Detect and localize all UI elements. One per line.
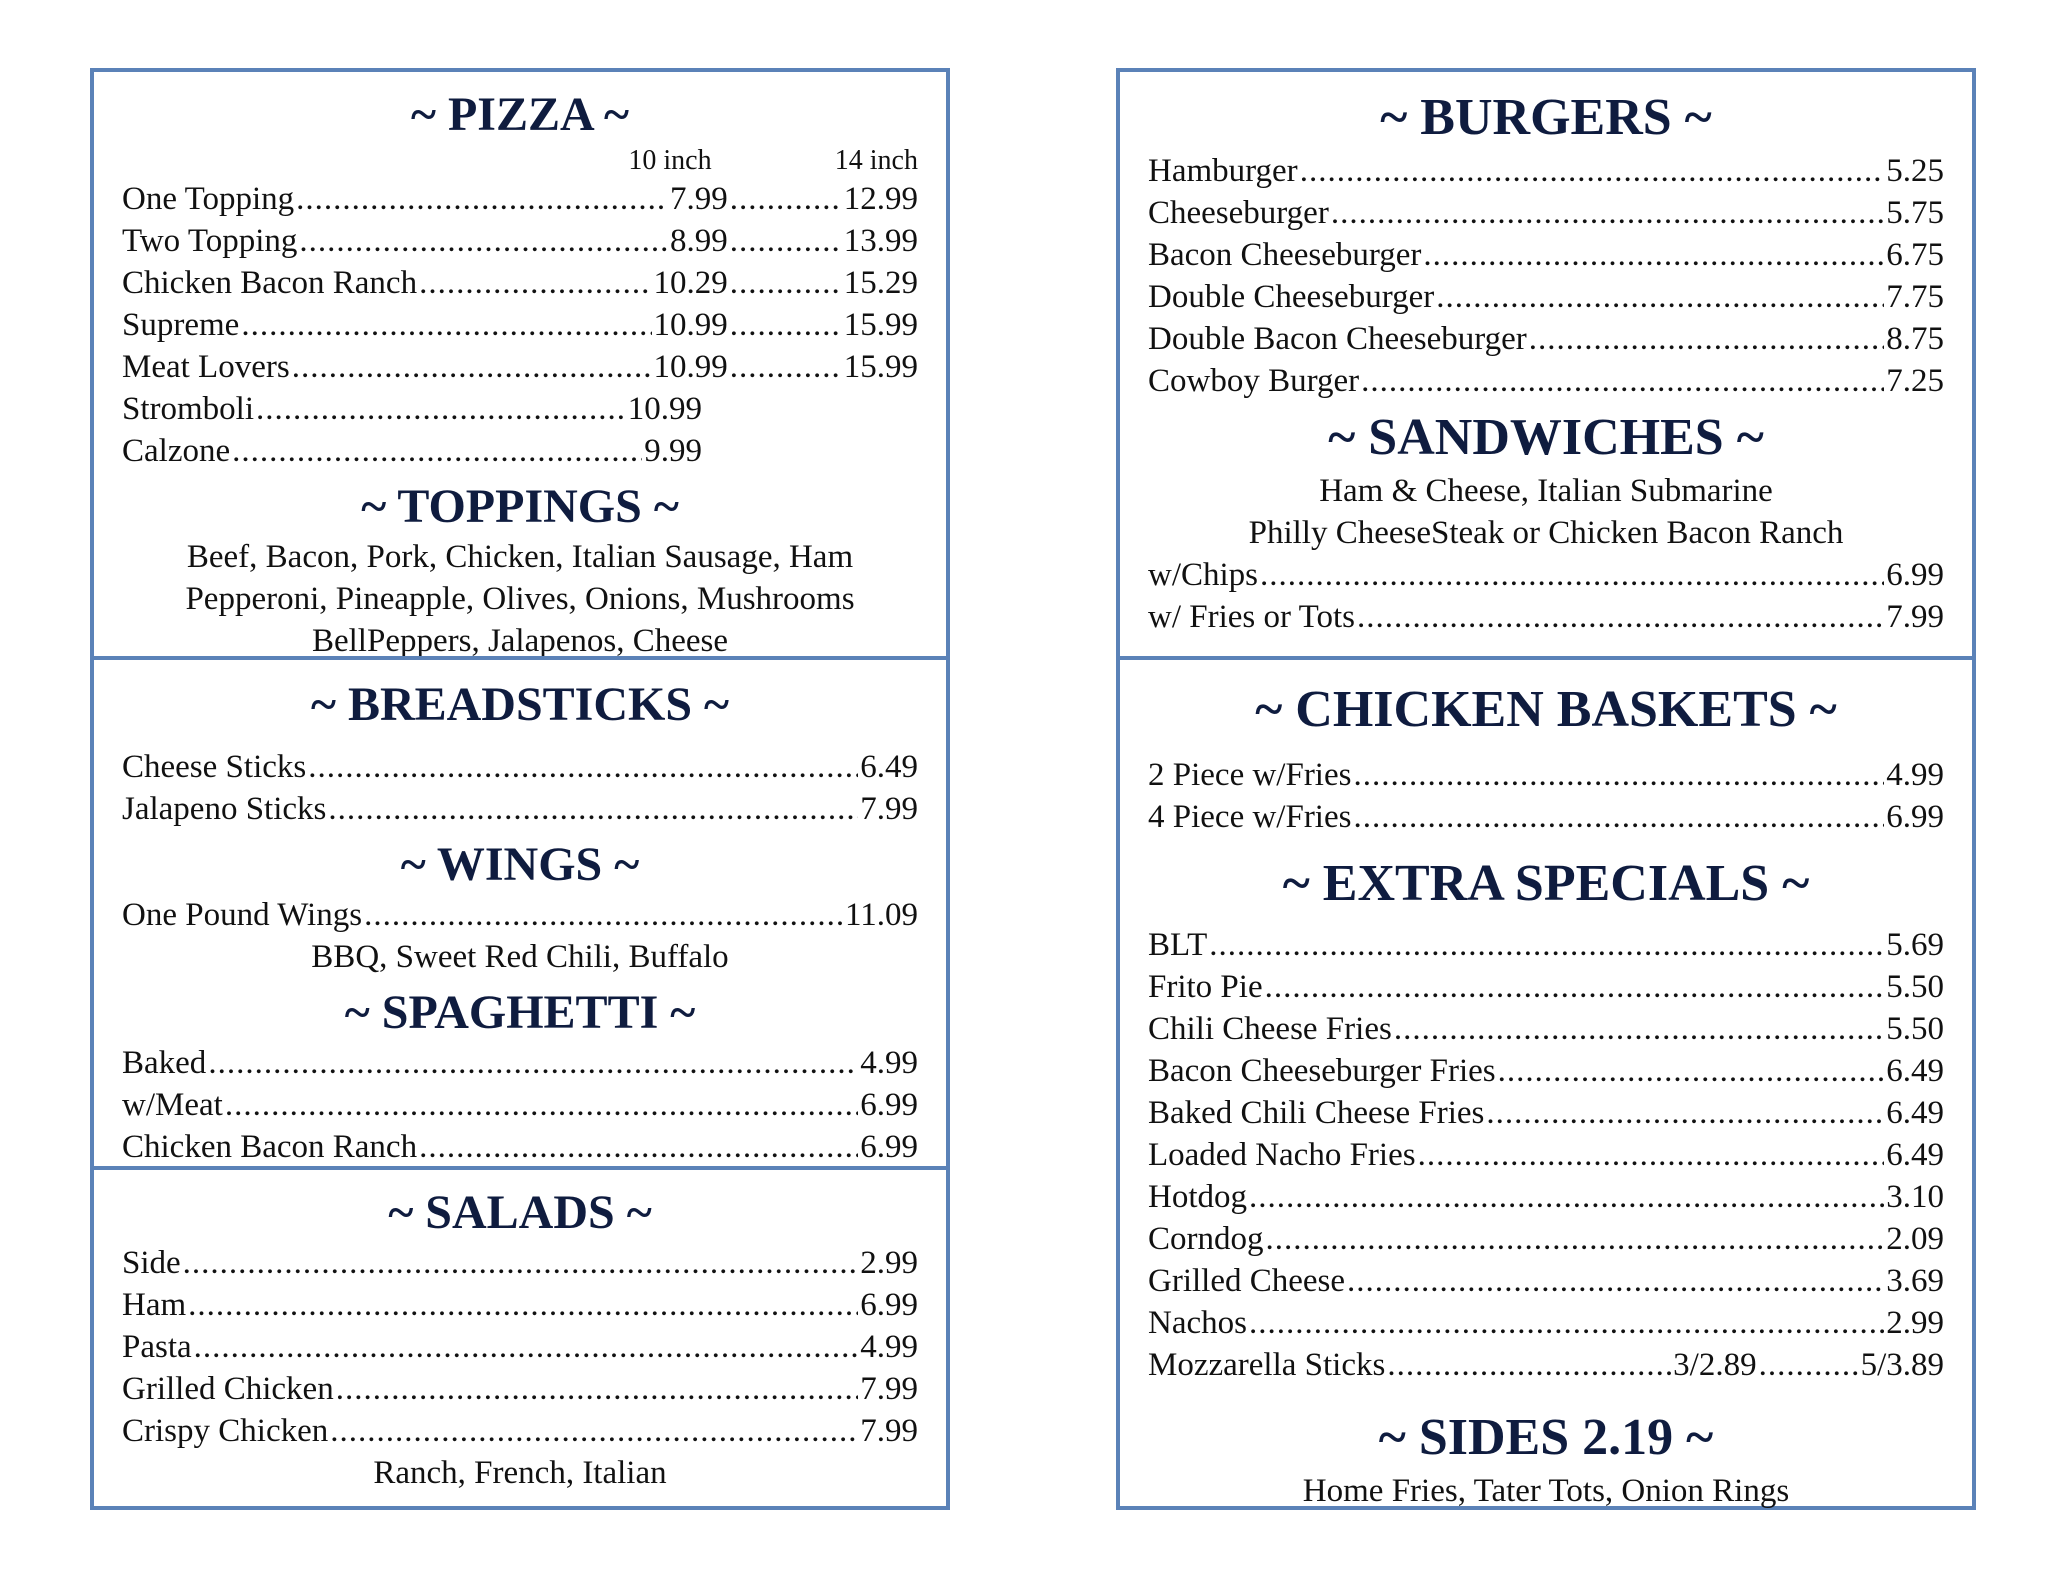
leader-dots (1423, 234, 1884, 276)
toppings-heading: ~ TOPPINGS ~ (361, 480, 679, 533)
item-price: 4.99 (860, 1045, 918, 1081)
item-price: 6.99 (860, 1287, 918, 1323)
item-name: Two Topping (122, 223, 298, 259)
item-price: 8.75 (1886, 321, 1944, 357)
item-name: Meat Lovers (122, 349, 290, 385)
item-price-large: 15.99 (843, 349, 918, 385)
size-14-inch: 14 inch (834, 145, 918, 176)
menu-item (122, 1242, 918, 1284)
leader-dots (730, 262, 842, 304)
breadsticks-heading: ~ BREADSTICKS ~ (310, 678, 730, 731)
item-price-small: 10.29 (653, 265, 728, 301)
item-price: 6.49 (860, 749, 918, 785)
salad-dressings: Ranch, French, Italian (373, 1455, 667, 1491)
menu-item (1148, 1218, 1944, 1260)
item-name: Supreme (122, 307, 240, 343)
menu-item (122, 346, 918, 388)
menu-item (122, 220, 918, 262)
item-name: Chicken Bacon Ranch (122, 265, 418, 301)
salads-heading: ~ SALADS ~ (388, 1186, 652, 1239)
menu-item (122, 1084, 918, 1126)
item-name: Double Cheeseburger (1148, 279, 1435, 315)
item-price: 4.99 (860, 1329, 918, 1365)
item-name: Frito Pie (1148, 969, 1263, 1005)
menu-item (1148, 796, 1944, 838)
item-price: 6.99 (1886, 799, 1944, 835)
item-price-small: 10.99 (627, 391, 702, 427)
leader-dots (1260, 554, 1884, 596)
item-name: Loaded Nacho Fries (1148, 1137, 1416, 1173)
item-price: 7.25 (1886, 363, 1944, 399)
breadsticks-wings-spaghetti-panel (90, 656, 950, 1170)
menu-item (122, 388, 918, 430)
leader-dots (1353, 754, 1884, 796)
item-price-small: 10.99 (653, 307, 728, 343)
menu-item (1148, 1302, 1944, 1344)
item-price-small: 7.99 (670, 181, 728, 217)
leader-dots (419, 262, 651, 304)
item-name: Chicken Bacon Ranch (122, 1129, 418, 1165)
leader-dots (328, 788, 858, 830)
item-price-small: 9.99 (644, 433, 702, 469)
item-price: 6.99 (1886, 557, 1944, 593)
leader-dots (1357, 596, 1884, 638)
item-name: Crispy Chicken (122, 1413, 329, 1449)
menu-item (1148, 924, 1944, 966)
item-name: Chili Cheese Fries (1148, 1011, 1392, 1047)
item-price: 5.50 (1886, 1011, 1944, 1047)
item-name: BLT (1148, 927, 1208, 963)
menu-item (122, 304, 918, 346)
leader-dots (1209, 924, 1884, 966)
leader-dots (336, 1368, 859, 1410)
sides-line: Home Fries, Tater Tots, Onion Rings (1302, 1473, 1790, 1509)
pizza-heading: ~ PIZZA ~ (411, 88, 629, 141)
leader-dots (1529, 318, 1884, 360)
leader-dots (208, 1042, 858, 1084)
item-price: 7.99 (860, 1413, 918, 1449)
leader-dots (308, 746, 858, 788)
wing-flavors: BBQ, Sweet Red Chili, Buffalo (311, 939, 729, 975)
item-name: Ham (122, 1287, 187, 1323)
menu-item (1148, 276, 1944, 318)
toppings-line: Pepperoni, Pineapple, Olives, Onions, Mushrooms (185, 581, 855, 617)
menu-item (122, 1410, 918, 1452)
item-name: Cowboy Burger (1148, 363, 1360, 399)
item-price: 3.69 (1886, 1263, 1944, 1299)
item-name: Baked Chili Cheese Fries (1148, 1095, 1485, 1131)
wings-heading: ~ WINGS ~ (400, 838, 640, 891)
item-price: 11.09 (844, 897, 918, 933)
item-name: Stromboli (122, 391, 255, 427)
item-name: w/Meat (122, 1087, 223, 1123)
menu-item (122, 746, 918, 788)
item-price-small: 3/2.89 (1673, 1347, 1757, 1383)
item-price: 7.75 (1886, 279, 1944, 315)
leader-dots (730, 346, 842, 388)
leader-dots (1361, 360, 1884, 402)
item-price-large: 15.99 (843, 307, 918, 343)
leader-dots (419, 1126, 858, 1168)
item-price: 6.49 (1886, 1053, 1944, 1089)
item-name: Grilled Chicken (122, 1371, 334, 1407)
leader-dots (1759, 1344, 1859, 1386)
toppings-line: Beef, Bacon, Pork, Chicken, Italian Sausage, Ham (186, 539, 854, 575)
item-name: Hamburger (1148, 153, 1298, 189)
item-price: 4.99 (1886, 757, 1944, 793)
menu-item (1148, 966, 1944, 1008)
menu-item (1148, 1050, 1944, 1092)
leader-dots (299, 220, 668, 262)
leader-dots (232, 430, 642, 472)
sandwiches-heading: ~ SANDWICHES ~ (1328, 409, 1764, 466)
leader-dots (296, 178, 668, 220)
item-name: Hotdog (1148, 1179, 1247, 1215)
leader-dots (1498, 1050, 1885, 1092)
leader-dots (241, 304, 651, 346)
leader-dots (1249, 1302, 1884, 1344)
item-name: One Topping (122, 181, 295, 217)
item-price-large: 13.99 (843, 223, 918, 259)
item-name: Baked (122, 1045, 207, 1081)
menu-item (1148, 1092, 1944, 1134)
item-name: Mozzarella Sticks (1148, 1347, 1386, 1383)
menu-item (1148, 1344, 1944, 1386)
menu-item (122, 1284, 918, 1326)
item-price-large: 15.29 (843, 265, 918, 301)
item-price: 5.50 (1886, 969, 1944, 1005)
item-price: 5.69 (1886, 927, 1944, 963)
toppings-line: BellPeppers, Jalapenos, Cheese (311, 623, 729, 659)
item-price: 2.09 (1886, 1221, 1944, 1257)
leader-dots (730, 178, 842, 220)
menu-item (122, 262, 918, 304)
menu-item (1148, 1260, 1944, 1302)
item-name: Bacon Cheeseburger (1148, 237, 1422, 273)
leader-dots (364, 894, 843, 936)
leader-dots (188, 1284, 858, 1326)
menu-item (1148, 360, 1944, 402)
menu-item (122, 894, 918, 936)
item-name: Pasta (122, 1329, 192, 1365)
item-price: 7.99 (860, 1371, 918, 1407)
extra-specials-heading: ~ EXTRA SPECIALS ~ (1282, 855, 1810, 912)
item-price: 7.99 (1886, 599, 1944, 635)
chicken-specials-sides-panel (1116, 656, 1976, 1510)
item-name: w/ Fries or Tots (1148, 599, 1356, 635)
burgers-heading: ~ BURGERS ~ (1380, 89, 1712, 146)
item-price-large: 5/3.89 (1860, 1347, 1944, 1383)
item-name: Calzone (122, 433, 231, 469)
item-price: 5.25 (1886, 153, 1944, 189)
item-price: 2.99 (860, 1245, 918, 1281)
item-price-small: 10.99 (653, 349, 728, 385)
sides-heading: ~ SIDES 2.19 ~ (1378, 1409, 1714, 1466)
menu-item (1148, 318, 1944, 360)
item-name: 4 Piece w/Fries (1148, 799, 1352, 835)
sandwich-line: Philly CheeseSteak or Chicken Bacon Ranch (1248, 515, 1844, 551)
menu-item (122, 1368, 918, 1410)
leader-dots (1387, 1344, 1671, 1386)
leader-dots (1331, 192, 1884, 234)
leader-dots (1394, 1008, 1884, 1050)
leader-dots (256, 388, 626, 430)
item-price: 5.75 (1886, 195, 1944, 231)
menu-item (122, 430, 918, 472)
item-name: Double Bacon Cheeseburger (1148, 321, 1527, 357)
menu-item (122, 788, 918, 830)
leader-dots (1249, 1176, 1884, 1218)
leader-dots (330, 1410, 858, 1452)
leader-dots (1266, 1218, 1885, 1260)
leader-dots (1486, 1092, 1884, 1134)
item-name: Bacon Cheeseburger Fries (1148, 1053, 1496, 1089)
item-name: One Pound Wings (122, 897, 363, 933)
burgers-sandwiches-panel (1116, 68, 1976, 660)
menu-item (1148, 234, 1944, 276)
menu-item (1148, 150, 1944, 192)
menu-item (122, 178, 918, 220)
item-price-small: 8.99 (670, 223, 728, 259)
item-price: 6.75 (1886, 237, 1944, 273)
item-price-large: 12.99 (843, 181, 918, 217)
menu-item (1148, 596, 1944, 638)
item-name: 2 Piece w/Fries (1148, 757, 1352, 793)
menu-item (1148, 754, 1944, 796)
leader-dots (1300, 150, 1885, 192)
item-price: 7.99 (860, 791, 918, 827)
leader-dots (183, 1242, 859, 1284)
leader-dots (730, 220, 842, 262)
item-name: w/Chips (1148, 557, 1259, 593)
item-price: 3.10 (1886, 1179, 1944, 1215)
leader-dots (1418, 1134, 1885, 1176)
leader-dots (292, 346, 652, 388)
menu-item (122, 1042, 918, 1084)
salads-panel (90, 1166, 950, 1510)
pizza-toppings-panel (90, 68, 950, 660)
spaghetti-heading: ~ SPAGHETTI ~ (344, 986, 696, 1039)
item-name: Grilled Cheese (1148, 1263, 1346, 1299)
menu-item (1148, 1008, 1944, 1050)
leader-dots (1436, 276, 1884, 318)
menu-item (1148, 1134, 1944, 1176)
leader-dots (1265, 966, 1885, 1008)
menu-item (122, 1326, 918, 1368)
item-name: Cheese Sticks (122, 749, 307, 785)
item-name: Jalapeno Sticks (122, 791, 327, 827)
item-price: 6.99 (860, 1129, 918, 1165)
menu-item (122, 1126, 918, 1168)
item-price: 6.99 (860, 1087, 918, 1123)
leader-dots (194, 1326, 859, 1368)
menu-item (1148, 192, 1944, 234)
item-price: 6.49 (1886, 1095, 1944, 1131)
item-name: Corndog (1148, 1221, 1264, 1257)
leader-dots (225, 1084, 858, 1126)
leader-dots (730, 304, 842, 346)
item-name: Nachos (1148, 1305, 1247, 1341)
item-price: 6.49 (1886, 1137, 1944, 1173)
item-name: Cheeseburger (1148, 195, 1329, 231)
item-name: Side (122, 1245, 181, 1281)
menu-item (1148, 554, 1944, 596)
item-price: 2.99 (1886, 1305, 1944, 1341)
menu-item (1148, 1176, 1944, 1218)
chicken-baskets-heading: ~ CHICKEN BASKETS ~ (1255, 681, 1837, 738)
leader-dots (1353, 796, 1884, 838)
pizza-size-header (122, 144, 918, 178)
leader-dots (1347, 1260, 1884, 1302)
size-10-inch: 10 inch (628, 145, 712, 176)
sandwich-line: Ham & Cheese, Italian Submarine (1319, 473, 1773, 509)
